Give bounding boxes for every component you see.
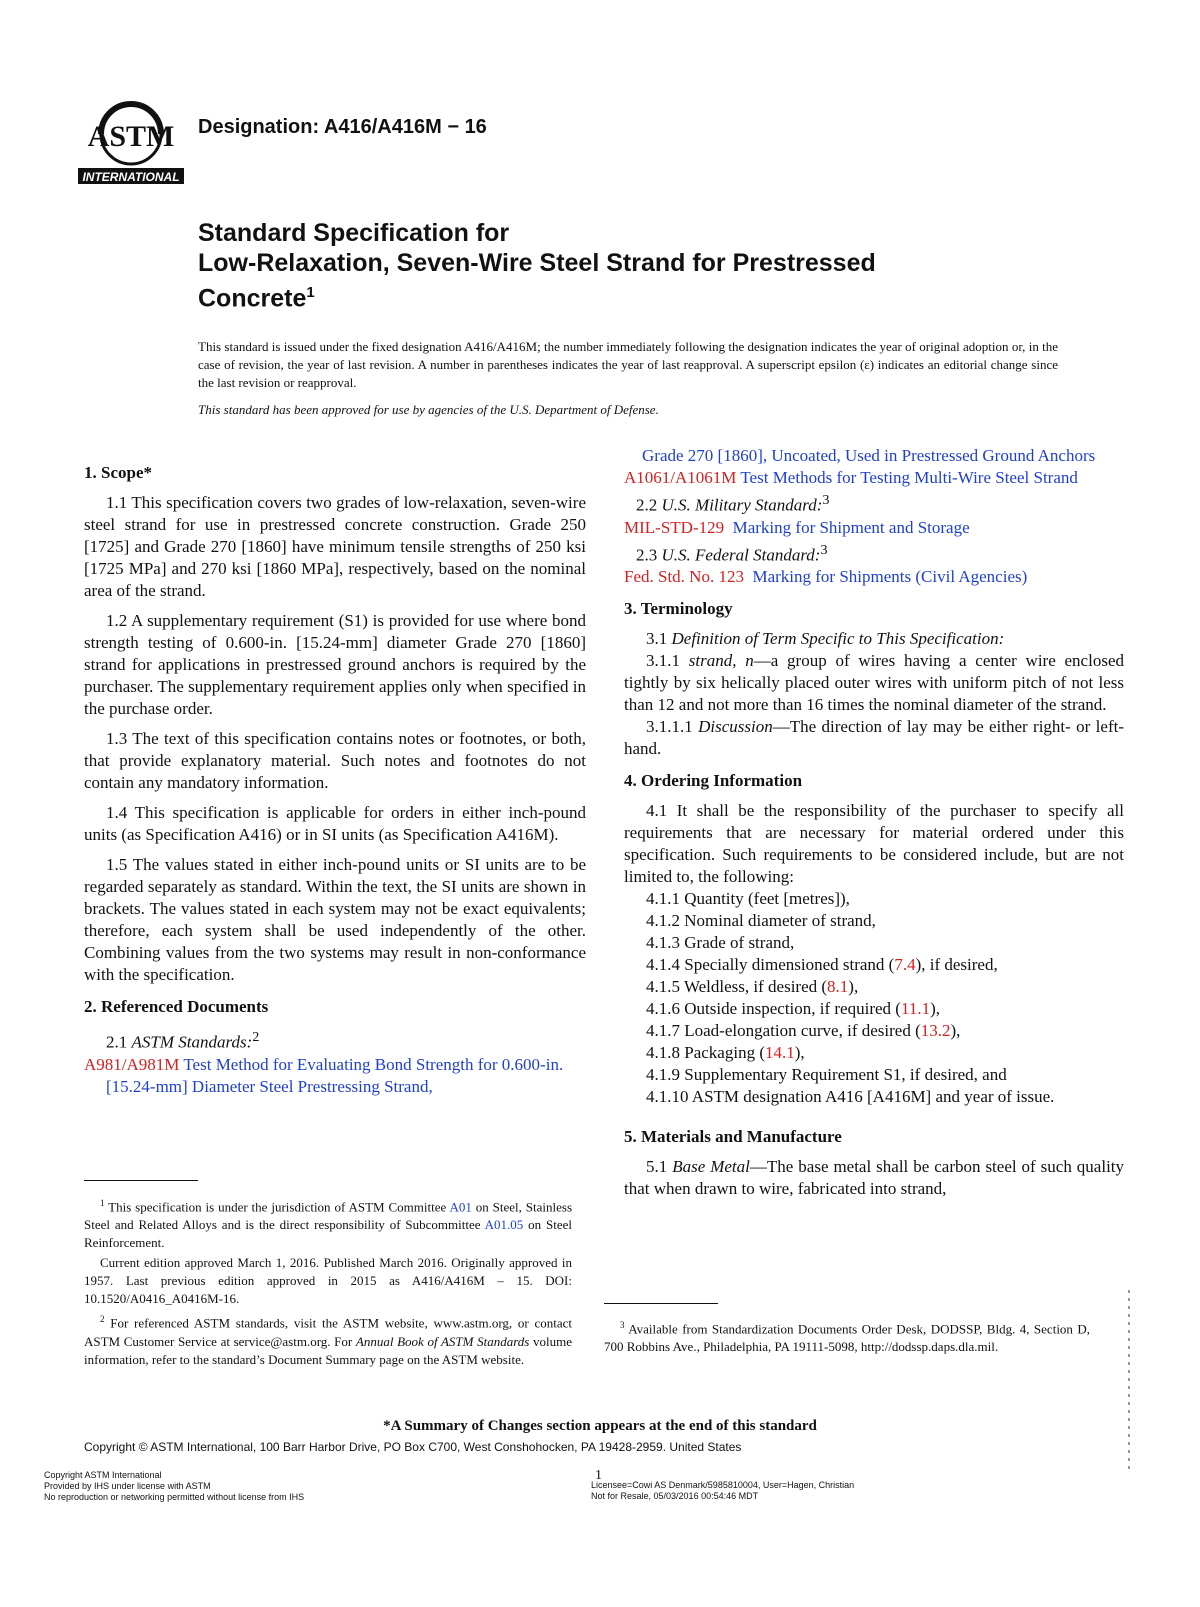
ref-fed-code[interactable]: Fed. Std. No. 123 [624, 567, 744, 587]
para-3-1-1: 3.1.1 strand, n—a group of wires having a center wire enclosed tightly by six helically placed outer wires with uniform pitch of not less than 12 and not more than 16 times the nominal diameter of the strand. [624, 651, 1124, 715]
license-left: Copyright ASTM International Provided by IHS under license with ASTM No reproduction or networking permitted without license from IHS [44, 1470, 305, 1502]
svg-text:ASTM: ASTM [87, 120, 175, 153]
document-title: Standard Specification for Low-Relaxation, Seven-Wire Steel Strand for Prestressed Concrete$^1$ [198, 219, 876, 313]
item-4-1-2: 4.1.2 Nominal diameter of strand, [646, 911, 876, 931]
section-refs-heading: 2. Referenced Documents [84, 997, 269, 1016]
item-4-1-9: 4.1.9 Supplementary Requirement S1, if desired, and [646, 1065, 1007, 1085]
xref-14-1[interactable]: 14.1 [764, 1043, 795, 1063]
section-scope-heading: 1. Scope* [84, 463, 152, 482]
item-4-1-10: 4.1.10 ASTM designation A416 [A416M] and year of issue. [646, 1087, 1055, 1107]
para-2-3: 2.3 U.S. Federal Standard:$^3$ [636, 541, 828, 565]
ref-mil [624, 517, 1124, 539]
para-1-3: 1.3 The text of this specification contains notes or footnotes, or both, that provide explanatory material. Such notes and footnotes do not contain any mandatory information. [84, 729, 586, 792]
link-a01-05[interactable]: A01.05 [484, 1217, 524, 1233]
xref-11-1[interactable]: 11.1 [900, 999, 931, 1019]
item-4-1-1: 4.1.1 Quantity (feet [metres]), [646, 889, 850, 909]
footnote-rule-right [604, 1303, 718, 1304]
footnote-3: $^3$ Available from Standardization Documents Order Desk, DODSSP, Bldg. 4, Section D, 700 Robbins Ave., Philadelphia, PA 19111-5098, http://dodssp.daps.dla.mil. [604, 1320, 1090, 1355]
item-4-1-8: 4.1.8 Packaging (14.1), [646, 1043, 805, 1063]
para-1-5: 1.5 The values stated in either inch-pound units or SI units are to be regarded separately as standard. Within the text, the SI units are shown in brackets. The values stated in each system may not be exact equivalents; therefore, each system shall be used independently of the other. Combining values from the two systems may result in non-conformance with the specification. [84, 855, 586, 984]
left-column [84, 452, 586, 1098]
license-right: Licensee=Cowi AS Denmark/5985810004, User=Hagen, Christian Not for Resale, 05/03/2016 00:54:46 MDT [591, 1480, 855, 1501]
section-materials-heading: 5. Materials and Manufacture [624, 1127, 842, 1147]
dod-approval: This standard has been approved for use by agencies of the U.S. Department of Defense. [198, 402, 659, 417]
margin-dotted-line [1128, 1290, 1130, 1470]
footnotes-right [604, 1316, 1090, 1358]
link-a01[interactable]: A01 [449, 1199, 472, 1215]
para-5-1: 5.1 Base Metal—The base metal shall be carbon steel of such quality that when drawn to wire, fabricated into strand, [624, 1157, 1125, 1199]
footnote-2: $^2$ For referenced ASTM standards, visit the ASTM website, www.astm.org, or contact ASTM Customer Service at service@astm.org. For Annual Book of ASTM Standards volume information, refer to the standard’s Document Summary page on the ASTM website. [84, 1314, 573, 1367]
para-2-2: 2.2 U.S. Military Standard:$^3$ [636, 492, 830, 515]
para-3-1-1-1: 3.1.1.1 Discussion—The direction of lay may be either right- or left-hand. [624, 717, 1124, 759]
footnotes-left [84, 1194, 572, 1371]
para-2-1: 2.1 ASTM Standards:$^2$ [106, 1029, 260, 1052]
footnote-rule-left [84, 1180, 198, 1181]
ref-fed [624, 566, 1124, 588]
para-1-1: 1.1 This specification covers two grades of low-relaxation, seven-wire steel strand for use in prestressed concrete construction. Grade 250 [1725] and Grade 270 [1860] have minimum tensile strengths of 250 ksi [1725 MPa] and 270 ksi [1860 MPa], respectively, based on the nominal area of the strand. [84, 493, 586, 600]
item-4-1-4: 4.1.4 Specially dimensioned strand (7.4), if desired, [646, 955, 998, 975]
svg-text:INTERNATIONAL: INTERNATIONAL [82, 170, 180, 184]
ref-a981-code[interactable]: A981/A981M [84, 1054, 180, 1074]
para-4-1: 4.1 It shall be the responsibility of the purchaser to specify all requirements that are necessary for material ordered under this specification. Such requirements to be considered include, but are not limited to, the following: [624, 801, 1124, 887]
ref-fed-title[interactable]: Marking for Shipments (Civil Agencies) [752, 567, 1028, 587]
item-4-1-3: 4.1.3 Grade of strand, [646, 933, 795, 953]
right-column-content [624, 445, 1124, 1208]
footnote-1-edition: Current edition approved March 1, 2016. Published March 2016. Originally approved in 1957. Last previous edition approved in 2015 as A416/A416M – 15. DOI: 10.1520/A0416_A0416M-16. [84, 1255, 572, 1307]
copyright-line: Copyright © ASTM International, 100 Barr Harbor Drive, PO Box C700, West Conshohocken, PA 19428-2959. United States [84, 1440, 742, 1454]
preamble: This standard is issued under the fixed designation A416/A416M; the number immediately following the designation indicates the year of original adoption or, in the case of revision, the year of last revision. A number in parentheses indicates the year of last reapproval. A superscript epsilon (ε) indicates an editorial change since the last revision or reapproval. [198, 339, 1058, 390]
section-terminology-heading: 3. Terminology [624, 599, 733, 619]
para-1-2: 1.2 A supplementary requirement (S1) is provided for use where bond strength testing of 0.600-in. [15.24-mm] diameter Grade 270 [1860] strand for applications in prestressed ground anchors is required by the purchaser. The supplementary requirement applies only when specified in the purchase order. [84, 611, 586, 718]
xref-7-4[interactable]: 7.4 [894, 955, 916, 975]
section-ordering-heading: 4. Ordering Information [624, 771, 803, 791]
item-4-1-7: 4.1.7 Load-elongation curve, if desired (13.2), [646, 1021, 961, 1041]
xref-8-1[interactable]: 8.1 [827, 977, 849, 997]
astm-logo [76, 96, 186, 188]
ref-a981-continued: Grade 270 [1860], Uncoated, Used in Prestressed Ground Anchors [642, 446, 1096, 465]
xref-13-2[interactable]: 13.2 [920, 1021, 951, 1041]
ref-a1061-title[interactable]: Test Methods for Testing Multi-Wire Steel Strand [740, 468, 1078, 487]
page-number: 1 [595, 1468, 602, 1483]
ref-mil-title[interactable]: Marking for Shipment and Storage [732, 517, 970, 537]
ref-a1061 [624, 467, 1124, 489]
designation: Designation: A416/A416M − 16 [198, 116, 487, 138]
para-3-1: 3.1 Definition of Term Specific to This Specification: [646, 629, 1005, 649]
item-4-1-6: 4.1.6 Outside inspection, if required (11.1), [646, 999, 940, 1019]
summary-of-changes-note: *A Summary of Changes section appears at the end of this standard [383, 1418, 817, 1434]
para-1-4: 1.4 This specification is applicable for orders in either inch-pound units (as Specification A416) or in SI units (as Specification A416M). [84, 803, 586, 844]
footnote-1: $^1$ This specification is under the jurisdiction of ASTM Committee A01 on Steel, Stainless Steel and Related Alloys and is the direct responsibility of Subcommittee A01.05 on Steel Reinforcement. [84, 1198, 573, 1251]
ref-a981-title[interactable]: Test Method for Evaluating Bond Strength for 0.600-in. [15.24-mm] Diameter Steel Prestressing Strand, [106, 1054, 564, 1096]
ref-mil-code[interactable]: MIL-STD-129 [624, 517, 725, 537]
ref-a1061-code[interactable]: A1061/A1061M [624, 468, 737, 487]
item-4-1-5: 4.1.5 Weldless, if desired (8.1), [646, 977, 859, 997]
ref-a981 [84, 1054, 586, 1098]
